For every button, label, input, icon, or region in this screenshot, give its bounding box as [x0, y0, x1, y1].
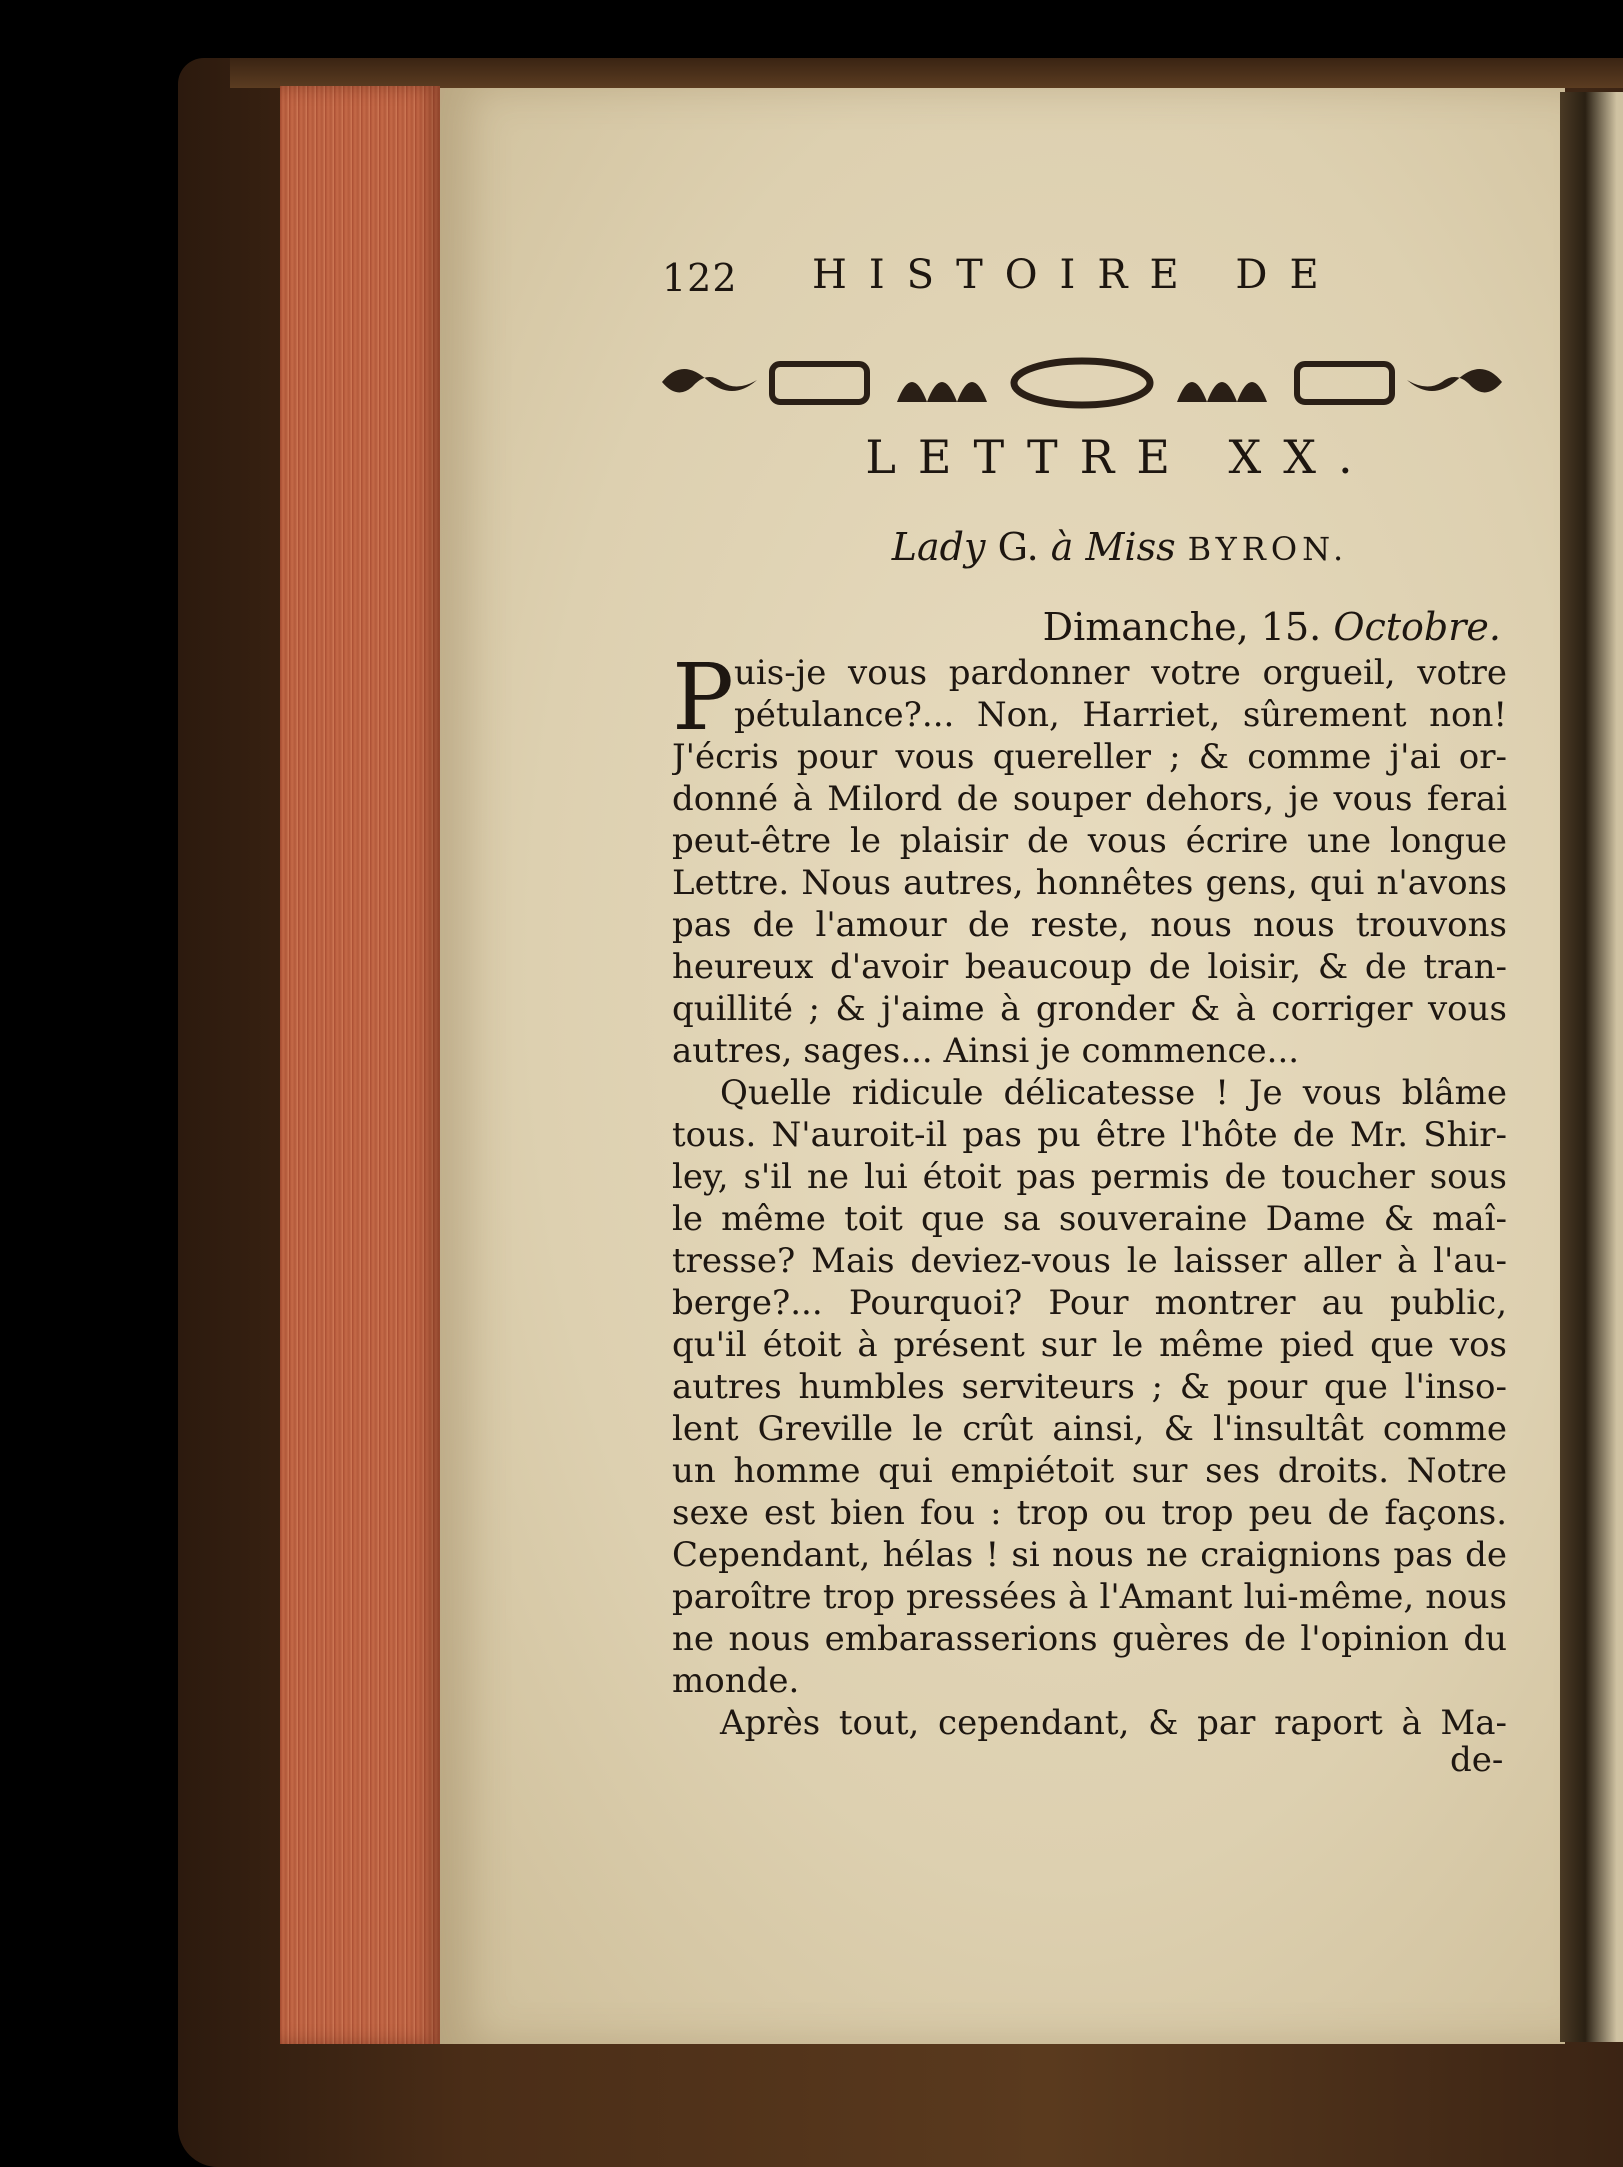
salutation-miss: Miss — [1085, 525, 1176, 569]
drop-cap: P — [672, 644, 734, 751]
page-edges — [280, 86, 440, 2044]
salutation-lady: Lady — [891, 525, 986, 569]
text-line: Lettre. Nous autres, honnêtes gens, qui n'avons — [672, 863, 1507, 903]
text-line: monde. — [672, 1661, 800, 1701]
text-line: berge?... Pourquoi? Pour montrer au public, — [672, 1283, 1507, 1323]
text-line: autres humbles serviteurs ; & pour que l'inso- — [672, 1367, 1507, 1407]
date-month: Octobre. — [1333, 605, 1501, 649]
text-line: ne nous embarasserions guères de l'opinion du — [672, 1619, 1507, 1659]
letter-body — [672, 644, 1507, 1744]
ornament-flower-1 — [897, 382, 987, 402]
salutation-to: à — [1050, 525, 1074, 569]
text-line: autres, sages... Ainsi je commence... — [672, 1031, 1300, 1071]
ornament-right-scroll — [1407, 369, 1502, 392]
text-line: quillité ; & j'aime à gronder & à corriger vous — [672, 989, 1507, 1029]
text-line: donné à Milord de souper dehors, je vous ferai — [672, 779, 1507, 819]
text-line: qu'il étoit à présent sur le même pied que vos — [672, 1325, 1507, 1365]
book-gutter — [1560, 92, 1623, 2042]
dateline — [1043, 605, 1501, 649]
book-cover-top-edge — [230, 58, 1623, 88]
ornament-center — [1014, 361, 1150, 405]
ornament-block-1 — [772, 364, 867, 402]
salutation-initial: G. — [997, 525, 1039, 569]
text-line: tous. N'auroit-il pas pu être l'hôte de Mr. Shir- — [672, 1115, 1507, 1155]
running-title: HISTOIRE DE — [812, 252, 1341, 298]
text-line: Cependant, hélas ! si nous ne craignions pas de — [672, 1535, 1507, 1575]
ornament-flower-2 — [1177, 382, 1267, 402]
text-line: heureux d'avoir beaucoup de loisir, & de tran- — [672, 947, 1507, 987]
letter-heading: LETTRE XX. — [865, 430, 1375, 484]
ornament-band — [662, 352, 1502, 414]
text-line: ley, s'il ne lui étoit pas permis de toucher sous — [672, 1157, 1507, 1197]
text-line: Après tout, cependant, & par raport à Ma- — [720, 1703, 1507, 1743]
catchword: de- — [1450, 1740, 1504, 1780]
ornament-left-scroll — [662, 369, 757, 392]
text-line: J'écris pour vous quereller ; & comme j'ai or- — [672, 737, 1507, 777]
text-line: lent Greville le crût ainsi, & l'insultât comme — [672, 1409, 1507, 1449]
date-prefix: Dimanche, 15. — [1042, 605, 1322, 649]
page-header — [662, 252, 1522, 312]
text-line: pétulance?... Non, Harriet, sûrement non! — [734, 695, 1507, 735]
page-number: 122 — [662, 256, 738, 300]
text-line: paroître trop pressées à l'Amant lui-même, nous — [672, 1577, 1507, 1617]
text-line: le même toit que sa souveraine Dame & maî- — [672, 1199, 1507, 1239]
text-line: un homme qui empiétoit sur ses droits. Notre — [672, 1451, 1507, 1491]
text-line: pas de l'amour de reste, nous nous trouvons — [672, 905, 1507, 945]
salutation-name: BYRON. — [1187, 530, 1349, 568]
text-line: Quelle ridicule délicatesse ! Je vous blâme — [720, 1073, 1507, 1113]
text-line: uis-je vous pardonner votre orgueil, votre — [734, 653, 1507, 693]
text-line: tresse? Mais deviez-vous le laisser aller à l'au- — [672, 1241, 1507, 1281]
text-line: sexe est bien fou : trop ou trop peu de façons. — [672, 1493, 1507, 1533]
salutation — [800, 525, 1440, 569]
text-line: peut-être le plaisir de vous écrire une longue — [672, 821, 1507, 861]
ornament-block-2 — [1297, 364, 1392, 402]
